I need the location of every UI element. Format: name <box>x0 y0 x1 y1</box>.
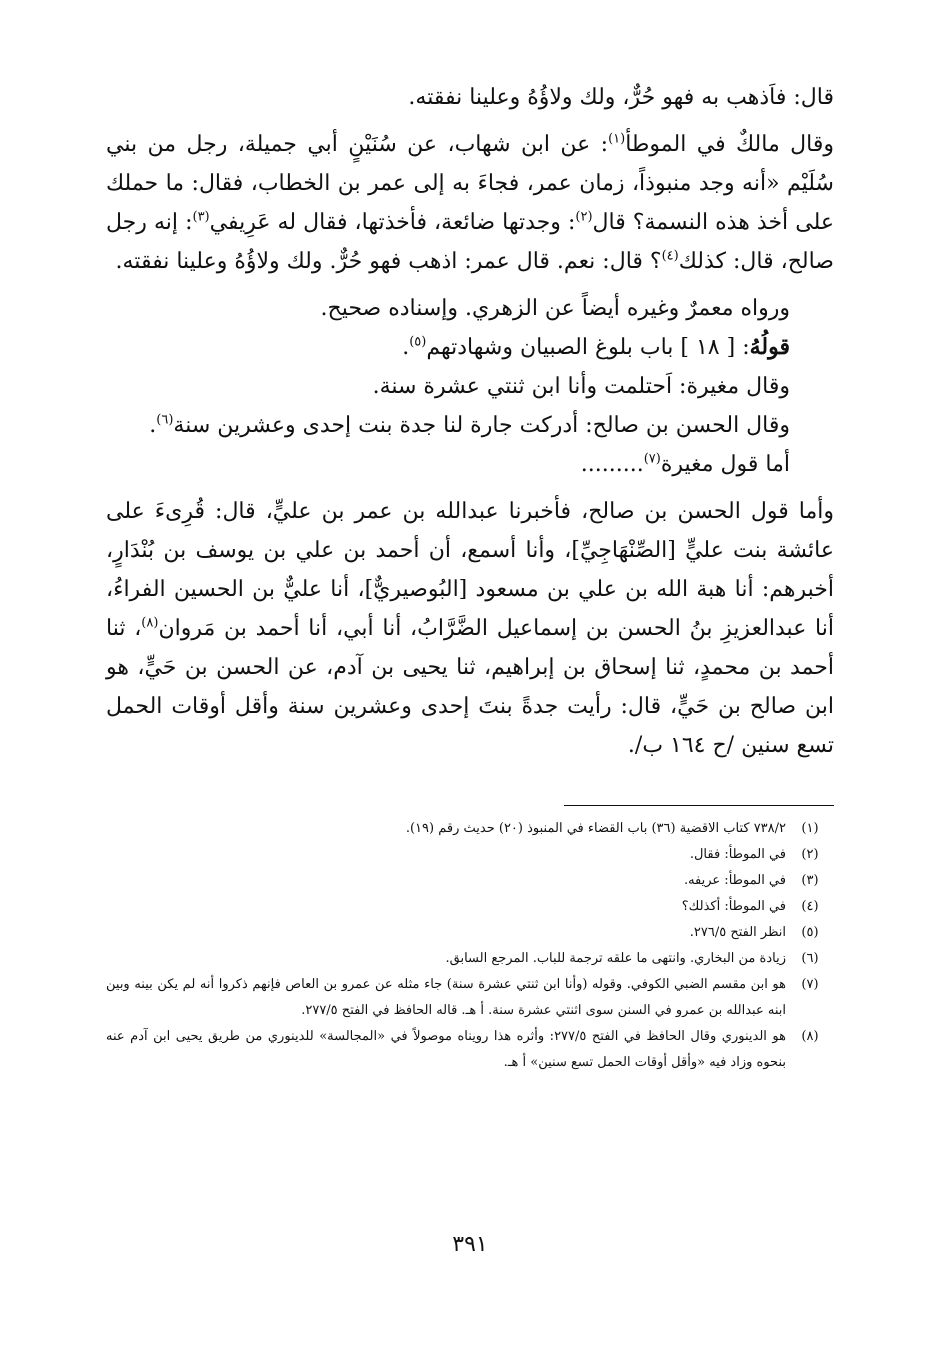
footnote-ref-4[interactable]: (٤) <box>661 248 679 264</box>
footnote-text: هو ابن مقسم الضبي الكوفي. وقوله (وأنا ابن ثنتي عشرة سنة) جاء مثله عن عمرو بن العاص فإنهم ذكروا أنه لم يكن بينه وبين ابنه عبدالله بن عمرو في السنن سوى اثنتي عشرة سنة. أ هـ. قاله الحافظ في الفتح ٢٧٧/٥. <box>106 977 786 1018</box>
line-2-end: . <box>402 335 410 360</box>
paragraph-1-text: قال: فاَذهب به فهو حُرٌّ، ولك ولاؤُهُ وعلينا نفقته. <box>408 85 834 110</box>
line-3-text: وقال مغيرة: اَحتلمت وأنا ابن ثنتي عشرة سنة. <box>372 374 790 399</box>
paragraph-1 <box>106 78 834 117</box>
paragraph-2-text-d: : إنه رجل صالح، قال: كذلك <box>106 210 834 274</box>
footnote-2 <box>106 842 834 868</box>
footnote-ref-2[interactable]: (٢) <box>575 209 593 225</box>
footnote-number: (٥) <box>801 925 819 940</box>
paragraph-3-text-b: ، ثنا أحمد بن محمدٍ، ثنا إسحاق بن إبراهيم، ثنا يحيى بن آدم، عن الحسن بن حَيٍّ، هو ابن صالح بن حَيٍّ، قال: رأيت جدةً بنتَ إحدى وعشرين سنة وأقل أوقات الحمل تسع سنين /ح ١٦٤ ب/. <box>106 616 834 758</box>
footnote-number: (٦) <box>801 951 819 966</box>
paragraph-2-text-e: ؟ قال: نعم. قال عمر: اذهب فهو حُرٌّ. ولك ولاؤُهُ وعلينا نفقته. <box>115 249 662 274</box>
paragraph-2-text-a: وقال مالكٌ في الموطأ <box>625 132 834 157</box>
footnote-separator <box>564 805 834 806</box>
footnote-number: (٨) <box>801 1029 819 1044</box>
footnote-text: في الموطأ: أكذلك؟ <box>681 899 786 914</box>
line-5-ellipsis: ......... <box>580 452 644 477</box>
footnote-number: (١) <box>801 821 819 836</box>
line-2-text: : [ ١٨ ] باب بلوغ الصبيان وشهادتهم <box>426 335 750 360</box>
footnote-7 <box>106 972 834 1024</box>
paragraph-2-text-c: : وجدتها ضائعة، فأخذتها، فقال له عَرِيفي <box>209 210 576 235</box>
paragraph-3 <box>106 492 834 765</box>
paragraph-2 <box>106 125 834 281</box>
footnote-number: (٣) <box>801 873 819 888</box>
footnote-8 <box>106 1024 834 1076</box>
footnote-text: ٧٣٨/٢ كتاب الاقضية (٣٦) باب القضاء في المنبوذ (٢٠) حديث رقم (١٩). <box>405 821 786 836</box>
footnote-text: في الموطأ: عريفه. <box>683 873 786 888</box>
footnote-text: زيادة من البخاري. وانتهى ما علقه ترجمة للباب. المرجع السابق. <box>445 951 786 966</box>
line-4 <box>106 406 834 445</box>
footnote-ref-3[interactable]: (٣) <box>192 209 210 225</box>
footnote-number: (٧) <box>801 977 819 992</box>
footnote-ref-6[interactable]: (٦) <box>156 412 174 428</box>
indented-block <box>106 289 834 484</box>
line-3 <box>106 367 834 406</box>
line-1-text: ورواه معمرٌ وغيره أيضاً عن الزهري. وإسناده صحيح. <box>320 296 790 321</box>
line-5-text: أما قول مغيرة <box>660 452 790 477</box>
footnote-text: انظر الفتح ٢٧٦/٥. <box>689 925 786 940</box>
footnote-6 <box>106 946 834 972</box>
footnote-number: (٤) <box>801 899 819 914</box>
line-2-heading-word: قولُهُ <box>749 334 790 360</box>
footnote-text: هو الدينوري وقال الحافظ في الفتح ٢٧٧/٥: وأثره هذا رويناه موصولاً في «المجالسة» للدينوري من طريق يحيى ابن آدم عنه بنحوه وزاد فيه «وأقل أوقات الحمل تسع سنين» أ هـ. <box>106 1029 786 1070</box>
footnote-text: في الموطأ: فقال. <box>689 847 786 862</box>
footnote-3 <box>106 868 834 894</box>
line-4-end: . <box>149 413 157 438</box>
line-2 <box>106 328 834 367</box>
footnotes <box>106 816 834 1076</box>
line-5 <box>106 445 834 484</box>
footnote-1 <box>106 816 834 842</box>
paragraph-2-text-b: : عن ابن شهاب، عن سُنَيْنٍ أبي جميلة، رجل من بني سُلَيْم «أنه وجد منبوذاً، زمان عمر، فجاءَ به إلى عمر بن الخطاب، فقال: ما حملك على أخذ هذه النسمة؟ قال <box>106 132 834 235</box>
line-4-text: وقال الحسن بن صالح: أدركت جارة لنا جدة بنت إحدى وعشرين سنة <box>173 413 790 438</box>
footnote-ref-1[interactable]: (١) <box>608 131 626 147</box>
footnote-ref-8[interactable]: (٨) <box>141 615 159 631</box>
line-1 <box>106 289 834 328</box>
footnote-5 <box>106 920 834 946</box>
paragraph-3-text-a: وأما قول الحسن بن صالح، فأخبرنا عبدالله بن عمر بن عليٍّ، قال: قُرِىءَ على عائشة بنت عليٍّ [الصِّنْهَاجِيِّ]، وأنا أسمع، أن أحمد بن علي بن يوسف بن بُنْدَارٍ، أخبرهم: أنا هبة الله بن علي بن مسعود [البُوصيريٌّ]، أنا عليٌّ بن الحسين الفراءُ، أنا عبدالعزيزِ بنُ الحسن بن إسماعيل الضَّرَّابُ، أنا أبي، أنا أحمد بن مَروان <box>106 499 834 641</box>
page-number: ٣٩١ <box>452 1232 488 1257</box>
footnote-number: (٢) <box>801 847 819 862</box>
footnote-ref-5[interactable]: (٥) <box>409 334 427 350</box>
footnote-4 <box>106 894 834 920</box>
footnote-ref-7[interactable]: (٧) <box>643 451 661 467</box>
